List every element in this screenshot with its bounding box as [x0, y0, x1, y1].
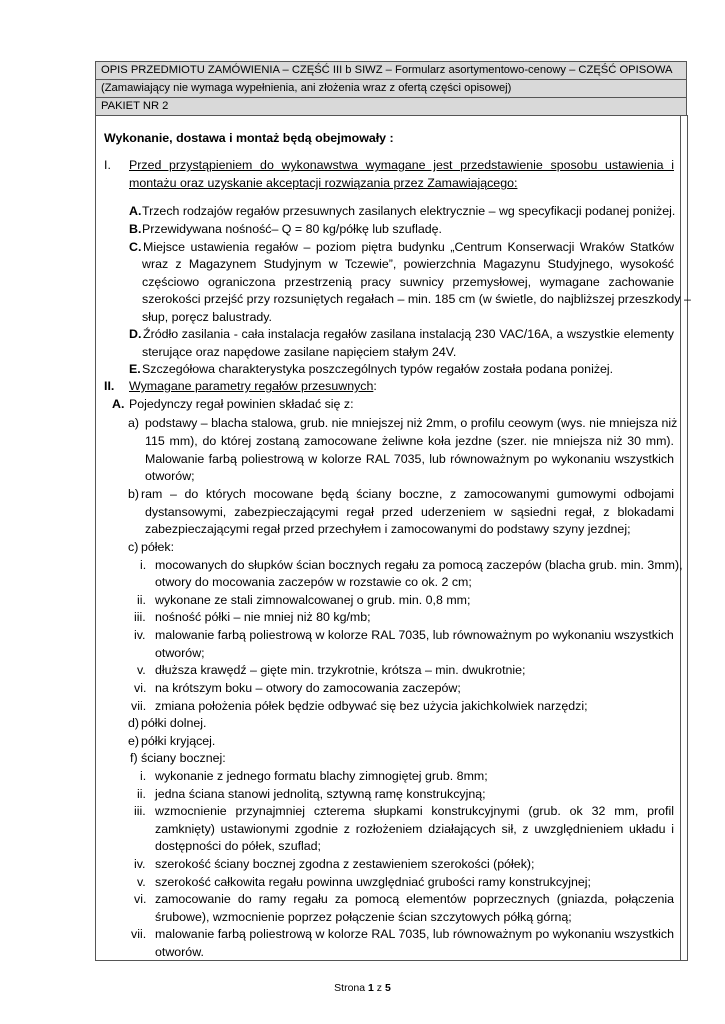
item-1a-label: A. — [129, 204, 142, 218]
item-f-vii-text: malowanie farbą poliestrową w kolorze RAL 7035, lub równoważnym po wykonaniu wszystkich — [155, 927, 674, 941]
intro-heading: Wykonanie, dostawa i montaż będą obejmowały : — [104, 131, 394, 145]
item-c-vi-label: vi. — [134, 681, 147, 695]
item-e-text: półki kryjącej. — [141, 734, 216, 748]
item-c-i-text-2: otwory do mocowania zaczepów w rozstawie co ok. 2 cm; — [155, 575, 472, 589]
item-c-iii-label: iii. — [134, 610, 146, 624]
item-1c-text-5: słup, poręcz balustrady. — [142, 310, 272, 324]
item-1b-label: B. — [129, 222, 142, 236]
item-c-iv-text: malowanie farbą poliestrową w kolorze RAL 7035, lub równoważnym po wykonaniu wszystkich — [155, 628, 674, 642]
item-c-ii-text: wykonane ze stali zimnowalcowanej o grub. min. 0,8 mm; — [155, 593, 471, 607]
item-1e-text: Szczegółowa charakterystyka poszczególnych typów regałów została podana poniżej. — [142, 362, 614, 376]
section-2-number: II. — [104, 379, 115, 393]
item-f-text: ściany bocznej: — [141, 751, 226, 765]
item-f-label: f) — [130, 751, 138, 765]
section-1-text: Przed przystąpieniem do wykonawstwa wymagane jest przedstawienie sposobu ustawienia i — [129, 158, 674, 172]
item-c-v-text: dłuższa krawędź – gięte min. trzykrotnie, krótsza – min. dwukrotnie; — [155, 663, 526, 677]
item-b-text: ram – do których mocowane będą ściany boczne, z zamocowanymi gumowymi odbojami — [141, 487, 674, 501]
item-a-text-2: 115 mm), do której zostaną zamocowane żeliwne koła jezdne (szer. nie mniejsza niż 30 mm). — [145, 434, 674, 448]
item-a-label: a) — [128, 416, 140, 430]
item-f-iv-label: iv. — [134, 857, 146, 871]
header-note: (Zamawiający nie wymaga wypełnienia, ani złożenia wraz z ofertą części opisowej) — [96, 79, 686, 97]
item-f-vi-label: vi. — [134, 892, 147, 906]
item-d-label: d) — [128, 716, 140, 730]
item-f-v-text: szerokość całkowita regału powinna uwzględniać grubości ramy konstrukcyjnej; — [155, 875, 591, 889]
frame-right-border — [687, 115, 688, 961]
footer-separator: z — [373, 982, 385, 994]
item-f-iv-text: szerokość ściany bocznej zgodna z zestawieniem szerokości (półek); — [155, 857, 535, 871]
item-1c-label: C. — [129, 240, 142, 254]
item-f-vii-label: vii. — [131, 927, 147, 941]
footer-prefix: Strona — [334, 982, 369, 994]
item-f-iii-text: wzmocnienie przynajmniej czterema słupkami konstrukcyjnymi (grub. ok 32 mm, profil — [155, 804, 674, 818]
item-1d-label: D. — [129, 327, 142, 341]
header-package: PAKIET NR 2 — [96, 97, 686, 115]
item-1c-text: Miejsce ustawienia regałów – poziom piętra budynku „Centrum Konserwacji Wraków Statków — [143, 240, 674, 254]
section-1-text-cont: montażu oraz uzyskanie akceptacji rozwiązania przez Zamawiającego: — [129, 176, 518, 190]
item-1b-text: Przewidywana nośność– Q = 80 kg/półkę lub szufladę. — [142, 222, 442, 236]
item-f-ii-label: ii. — [137, 787, 146, 801]
item-f-i-text: wykonanie z jednego formatu blachy zimnogiętej grub. 8mm; — [155, 769, 488, 783]
item-f-iii-text-2: zamknięty) ustawionymi zgodnie z rozłożeniem działających sił, z uwzględnieniem układu i — [155, 822, 674, 836]
section-2-title-colon: : — [373, 379, 377, 393]
item-f-v-label: v. — [137, 875, 146, 889]
item-c-vi-text: na krótszym boku – otwory do zamocowania zaczepów; — [155, 681, 461, 695]
section-2-title-text: Wymagane parametry regałów przesuwnych — [129, 379, 374, 393]
item-f-vi-text-2: śrubowe), wzmocnienie poprzez połączenie ścian szczytowych półką górną; — [155, 910, 572, 924]
item-e-label: e) — [128, 734, 140, 748]
item-f-vi-text: zamocowanie do ramy regału za pomocą elementów poprzecznych (gniazda, połączenia — [155, 892, 674, 906]
document-header-table — [95, 61, 687, 116]
item-1c-text-2: wraz z Magazynem Studyjnym w Tczewie”, powierzchnia Magazynu Studyjnego, wysokość — [142, 257, 674, 271]
item-a-text-4: otworów; — [145, 469, 195, 483]
item-a-text-3: Malowanie farbą poliestrową w kolorze RAL 7035, lub równoważnym po wykonaniu wszystkich — [145, 452, 674, 466]
item-c-iv-text-2: otworów; — [155, 646, 205, 660]
item-c-ii-label: ii. — [137, 593, 146, 607]
footer-page-total: 5 — [384, 982, 391, 994]
item-c-iii-text: nośność półki – nie mniej niż 80 kg/mb; — [155, 610, 371, 624]
item-1e-label: E. — [129, 362, 141, 376]
header-title: OPIS PRZEDMIOTU ZAMÓWIENIA – CZĘŚĆ III b SIWZ – Formularz asortymentowo-cenowy – CZĘŚĆ OPISOWA — [96, 62, 686, 79]
item-f-iii-text-3: dostępności do półek, szuflad; — [155, 839, 322, 853]
item-f-vii-text-2: otworów. — [155, 945, 204, 959]
footer-page-number: 1 — [368, 982, 374, 994]
item-a-text: podstawy – blacha stalowa, grub. nie mniejszej niż 2mm, o profilu ceowym (wys. nie mniejsza niż — [145, 416, 678, 430]
item-c-vii-label: vii. — [131, 699, 147, 713]
item-1a-text: Trzech rodzajów regałów przesuwnych zasilanych elektrycznie – wg specyfikacji podanej poniżej. — [142, 204, 676, 218]
item-f-i-label: i. — [140, 769, 147, 783]
item-1c-text-4: szerokości przejść przy rozsuniętych regałach – min. 185 cm (w świetle, do najbliższej przeszkody – — [142, 292, 691, 306]
page-footer — [0, 982, 725, 994]
item-b-text-3: zabezpieczającymi regał przed przechyłem i zamocowanymi do podstawy szyny jezdnej; — [145, 522, 631, 536]
item-c-label: c) — [128, 540, 139, 554]
item-c-text: półek: — [141, 540, 175, 554]
item-c-i-label: i. — [140, 558, 147, 572]
item-1d-text: Źródło zasilania - cała instalacja regałów zasilana instalacją 230 VAC/16A, a wszystkie elementy — [143, 327, 674, 341]
item-f-iii-label: iii. — [134, 804, 146, 818]
item-d-text: półki dolnej. — [141, 716, 207, 730]
section-2-title — [129, 378, 377, 395]
item-1c-text-3: częściowo ograniczona przestrzenią pracy suwnicy przemysłowej, wymagane zachowanie — [142, 275, 674, 289]
item-c-vii-text: zmiana położenia półek będzie odbywać się bez użycia jakichkolwiek narzędzi; — [155, 699, 588, 713]
item-1d-text-2: sterujące oraz napędowe zasilane napięciem stałym 24V. — [142, 345, 457, 359]
item-b-label: b) — [128, 487, 140, 501]
item-c-v-label: v. — [137, 663, 146, 677]
item-c-iv-label: iv. — [134, 628, 146, 642]
item-2a-text: Pojedynczy regał powinien składać się z: — [129, 397, 354, 411]
item-f-ii-text: jedna ściana stanowi jednolitą, sztywną ramę konstrukcyjną; — [155, 787, 486, 801]
item-b-text-2: dystansowymi, zabezpieczającymi regał przed uderzeniem w sąsiedni regał, z blokadami — [145, 505, 674, 519]
section-1-number: I. — [104, 158, 111, 172]
item-2a-label: A. — [112, 397, 125, 411]
item-c-i-text: mocowanych do słupków ścian bocznych regału za pomocą zaczepów (blacha grub. min. 3mm), — [155, 558, 683, 572]
